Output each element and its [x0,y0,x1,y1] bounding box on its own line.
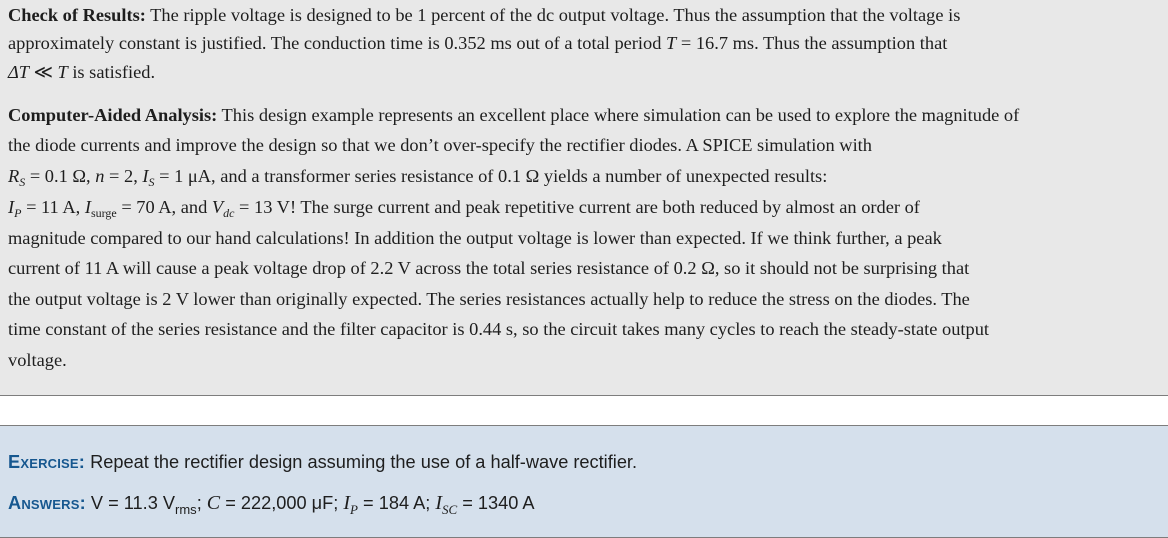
answers-label: Answers: [8,493,86,513]
exercise-line: Exercise: Repeat the rectifier design assuming the use of a half-wave rectifier. [8,452,638,472]
check-results-line-3: ΔT ≪ T is satisfied. [8,62,156,82]
cae-line-4: $I_P = 11$ A, $I_{surge} = 70$ A, and $V_{dc} = 13$ V! The surge current and peak repetitive current are both reduced by almost an order of [8,197,920,220]
answers-line: Answers: V = 11.3 $V_{rms}$; C = 222,000 μF; $I_P = 184$ A; $I_{SC} = 1340$ A [8,492,535,517]
cae-line-1: Computer-Aided Analysis: This design example represents an excellent place where simulation can be used to explore the magnitude of [8,105,1020,125]
check-results-heading: Check of Results: [8,5,146,25]
cae-line-5: magnitude compared to our hand calculations! In addition the output voltage is lower than expected. If we think further, a peak [8,228,942,248]
cae-line-8: time constant of the series resistance and the filter capacitor is 0.44 s, so the circuit takes many cycles to reach the steady-state output [8,319,990,339]
cae-line-2: the diode currents and improve the design so that we don’t over-specify the rectifier diodes. A SPICE simulation with [8,135,872,155]
cae-line-7: the output voltage is 2 V lower than originally expected. The series resistances actually help to reduce the stress on the diodes. The [8,289,970,309]
check-results-line-1: Check of Results: The ripple voltage is designed to be 1 percent of the dc output voltage. Thus the assumption that the voltage is [8,5,961,25]
exercise-box [0,425,1168,538]
cae-heading: Computer-Aided Analysis: [8,105,218,125]
cae-line-6: current of 11 A will cause a peak voltage drop of 2.2 V across the total series resistance of 0.2 Ω, so it should not be surprising that [8,258,970,278]
exercise-label: Exercise: [8,452,86,472]
cae-line-9: voltage. [8,350,67,370]
check-results-line-2: approximately constant is justified. The conduction time is 0.352 ms out of a total period T = 16.7 ms. Thus the assumption that [8,33,948,53]
cae-line-3: $R_S = 0.1$ Ω, n = 2, $I_S = 1$ μA, and a transformer series resistance of 0.1 Ω yields a number of unexpected results: [8,166,828,189]
